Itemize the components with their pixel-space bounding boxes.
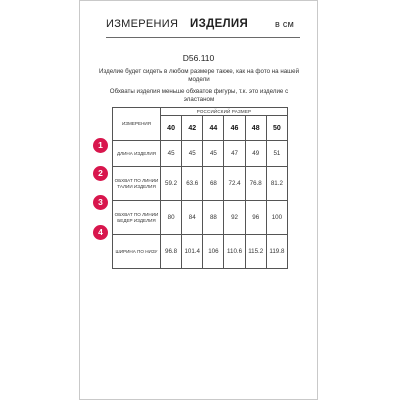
size-group-header: РОССИЙСКИЙ РАЗМЕР: [161, 108, 288, 116]
table-cell: 106: [203, 235, 224, 269]
table-cell: 68: [203, 167, 224, 201]
size-header: 50: [266, 116, 287, 141]
table-cell: 72.4: [224, 167, 245, 201]
number-badge: 4: [93, 225, 108, 240]
table-cell: 96.8: [161, 235, 182, 269]
table-cell: 119.8: [266, 235, 287, 269]
table-cell: 115.2: [245, 235, 266, 269]
table-cell: 45: [182, 141, 203, 167]
corner-label: ИЗМЕРЕНИЯ: [113, 108, 161, 141]
model-code: D56.110: [182, 53, 215, 63]
size-header: 44: [203, 116, 224, 141]
table-cell: 45: [203, 141, 224, 167]
table-cell: 76.8: [245, 167, 266, 201]
number-badge: 1: [93, 138, 108, 153]
table-cell: 81.2: [266, 167, 287, 201]
table-cell: 84: [182, 201, 203, 235]
table-cell: 110.6: [224, 235, 245, 269]
elastane-note: Обхваты изделия меньше обхватов фигуры, т.к. это изделие с эластаном: [109, 88, 289, 103]
size-table: [112, 107, 288, 269]
row-label: ШИРИНА ПО НИЗУ: [113, 235, 161, 269]
row-label: ОБХВАТ ПО ЛИНИИ БЕДЕР ИЗДЕЛИЯ: [113, 201, 161, 235]
table-cell: 51: [266, 141, 287, 167]
row-label: ОБХВАТ ПО ЛИНИИ ТАЛИИ ИЗДЕЛИЯ: [113, 167, 161, 201]
table-cell: 63.6: [182, 167, 203, 201]
row-label: ДЛИНА ИЗДЕЛИЯ: [113, 141, 161, 167]
number-badge: 2: [93, 166, 108, 181]
size-header: 48: [245, 116, 266, 141]
table-cell: 80: [161, 201, 182, 235]
table-row: [113, 235, 288, 269]
size-table-wrapper: [112, 107, 320, 269]
table-cell: 100: [266, 201, 287, 235]
table-cell: 92: [224, 201, 245, 235]
table-cell: 101.4: [182, 235, 203, 269]
table-cell: 59.2: [161, 167, 182, 201]
fit-note: Изделие будет сидеть в любом размере также, как на фото на нашей модели: [98, 68, 300, 83]
table-cell: 45: [161, 141, 182, 167]
header-product: ИЗДЕЛИЯ: [190, 18, 249, 30]
size-header: 40: [161, 116, 182, 141]
size-chart-sheet: [79, 0, 318, 400]
number-badge: 3: [93, 195, 108, 210]
table-row: [113, 167, 288, 201]
header-unit: в см: [275, 19, 295, 29]
header-measurements: ИЗМЕРЕНИЯ: [106, 18, 179, 30]
size-header: 46: [224, 116, 245, 141]
table-cell: 47: [224, 141, 245, 167]
header-divider: [106, 37, 300, 38]
table-row: [113, 201, 288, 235]
table-cell: 49: [245, 141, 266, 167]
sheet-header: [80, 9, 317, 39]
table-row: [113, 141, 288, 167]
table-cell: 88: [203, 201, 224, 235]
size-header: 42: [182, 116, 203, 141]
table-cell: 96: [245, 201, 266, 235]
